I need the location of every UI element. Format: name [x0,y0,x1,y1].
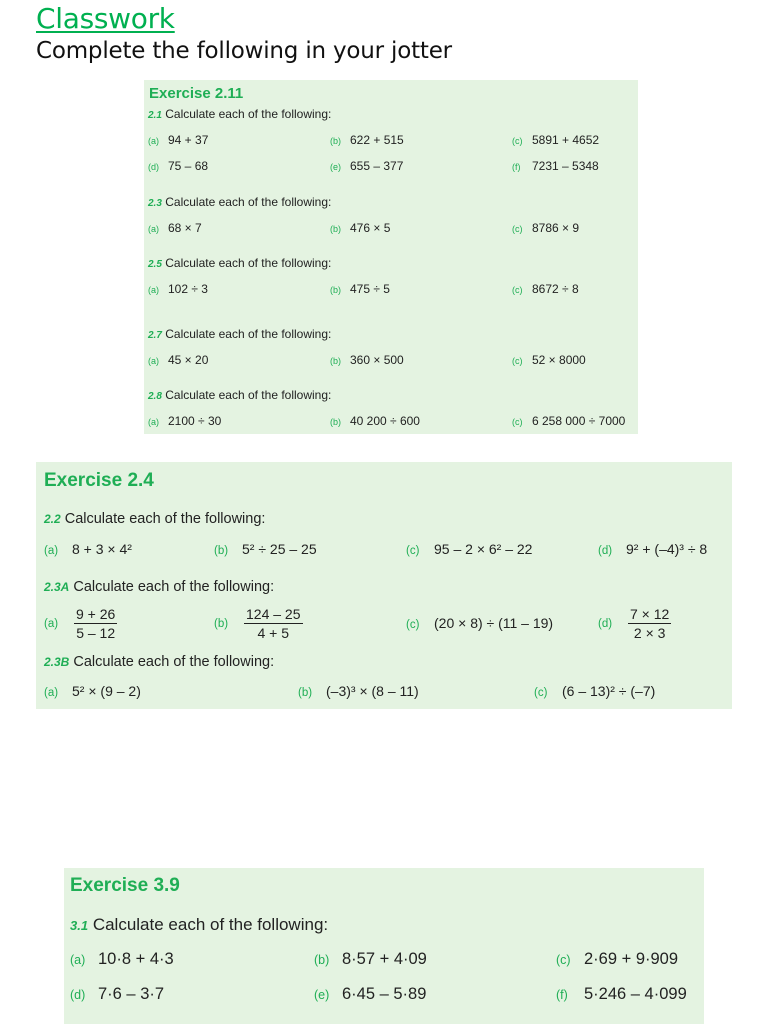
problem-item [314,950,427,969]
item-label: (e) [314,988,330,1002]
problem-item [214,541,317,557]
exercise-title: Exercise 3.9 [70,875,180,896]
item-expression: 7·6 – 3·7 [98,985,165,1003]
item-label: (e) [330,162,341,172]
item-expression: 52 × 8000 [532,353,586,367]
problem-item [512,414,625,428]
problem-item [330,221,390,235]
question-prompt [44,654,274,670]
question-text: Calculate each of the following: [165,195,332,209]
problem-item [148,133,208,147]
question-text: Calculate each of the following: [165,327,332,341]
item-label: (c) [406,619,420,631]
item-label: (c) [512,136,523,146]
item-label: (c) [512,285,523,295]
item-expression: 68 × 7 [168,221,202,235]
item-expression: 10·8 + 4·3 [98,950,174,968]
problem-item [44,541,132,557]
item-expression: 360 × 500 [350,353,404,367]
question-prompt [148,388,331,402]
item-expression: 9² + (–4)³ ÷ 8 [626,541,708,557]
question-number: 2.1 [148,110,162,121]
item-label: (b) [330,417,341,427]
question-prompt [148,256,331,270]
problem-item [598,541,707,557]
item-label: (b) [214,545,229,557]
fraction [74,606,117,641]
item-expression: (20 × 8) ÷ (11 – 19) [434,615,554,631]
problem-item [406,615,553,631]
item-label: (b) [314,953,330,967]
question-text: Calculate each of the following: [73,579,275,595]
problem-item [148,221,202,235]
question-prompt [44,511,265,527]
item-expression: 622 + 515 [350,133,404,147]
question-number: 2.3B [44,655,70,669]
problem-item [534,683,655,699]
fraction-denominator: 5 – 12 [76,625,116,641]
item-label: (a) [148,224,159,234]
item-expression: 6·45 – 5·89 [342,985,427,1003]
problem-item [44,683,141,699]
problem-item [44,606,117,641]
problem-item [512,282,579,296]
item-expression: 45 × 20 [168,353,209,367]
fraction [244,606,303,641]
item-expression: (–3)³ × (8 – 11) [326,683,419,699]
item-label: (d) [148,162,159,172]
item-expression: 2100 ÷ 30 [168,414,222,428]
item-label: (b) [330,224,341,234]
problem-item [406,541,532,557]
item-expression: 6 258 000 ÷ 7000 [532,414,626,428]
item-expression: 8786 × 9 [532,221,580,235]
fraction-numerator: 9 + 26 [76,606,116,622]
exercise-title: Exercise 2.4 [44,470,154,491]
item-label: (a) [148,356,159,366]
problem-item [314,985,426,1004]
question-text: Calculate each of the following: [165,388,332,402]
problem-item [330,353,404,367]
question-text: Calculate each of the following: [64,511,266,527]
item-label: (a) [44,545,59,557]
problem-item [298,683,419,699]
item-label: (c) [512,356,523,366]
item-expression: 5² × (9 – 2) [72,683,141,699]
question-prompt [148,107,331,121]
item-label: (b) [298,687,313,699]
item-label: (c) [534,687,548,699]
fraction-denominator: 4 + 5 [257,625,290,641]
exercise-title: Exercise 2.11 [149,85,244,102]
problem-item [330,282,390,296]
fraction-denominator: 2 × 3 [633,625,666,641]
item-label: (c) [556,953,571,967]
question-prompt [44,579,274,595]
item-expression: 655 – 377 [350,159,404,173]
item-expression: 102 ÷ 3 [168,282,208,296]
item-expression: 475 ÷ 5 [350,282,390,296]
item-expression: 94 + 37 [168,133,209,147]
item-expression: 476 × 5 [350,221,391,235]
problem-item [556,950,678,969]
exercise-2-11-panel [144,80,638,434]
item-expression: 95 – 2 × 6² – 22 [434,541,533,557]
item-label: (a) [44,687,59,699]
item-label: (d) [70,988,86,1002]
problem-item [512,221,579,235]
item-label: (b) [330,136,341,146]
item-label: (b) [330,285,341,295]
question-number: 2.2 [44,512,61,526]
problem-item [148,353,208,367]
item-expression: 2·69 + 9·909 [584,950,679,968]
item-label: (f) [556,988,568,1002]
problem-item [598,606,671,641]
fraction [628,606,671,641]
item-label: (c) [406,545,420,557]
problem-item [148,159,208,173]
item-label: (f) [512,162,521,172]
item-expression: 75 – 68 [168,159,209,173]
question-number: 2.3A [44,580,70,594]
item-expression: 7231 – 5348 [532,159,599,173]
item-label: (d) [598,618,613,631]
problem-item [512,159,599,173]
question-prompt [148,195,331,209]
item-label: (a) [148,136,159,146]
exercise-2-4-panel [36,462,732,709]
problem-item [148,414,221,428]
item-expression: 5891 + 4652 [532,133,600,147]
question-prompt [148,327,331,341]
item-expression: 8672 ÷ 8 [532,282,579,296]
question-text: Calculate each of the following: [165,107,332,121]
item-label: (b) [214,618,229,631]
item-expression: 8 + 3 × 4² [72,541,132,557]
question-number: 2.5 [148,259,162,270]
item-label: (d) [598,545,613,557]
fraction-numerator: 124 – 25 [246,606,301,622]
problem-item [70,950,174,969]
item-expression: 8·57 + 4·09 [342,950,427,968]
question-number: 2.7 [148,330,162,341]
problem-item [70,985,164,1004]
problem-item [330,133,404,147]
fraction-numerator: 7 × 12 [630,606,670,622]
item-label: (c) [512,417,523,427]
question-prompt [70,915,328,935]
item-expression: 40 200 ÷ 600 [350,414,420,428]
item-expression: 5·246 – 4·099 [584,985,687,1003]
problem-item [512,353,586,367]
question-text: Calculate each of the following: [92,915,329,934]
page-title: Classwork [36,2,175,35]
item-label: (c) [512,224,523,234]
page-subtitle: Complete the following in your jotter [36,38,452,64]
problem-item [512,133,599,147]
problem-item [556,985,687,1004]
problem-item [148,282,208,296]
question-text: Calculate each of the following: [73,654,275,670]
question-text: Calculate each of the following: [165,256,332,270]
exercise-3-9-panel [64,868,704,1024]
problem-item [330,414,420,428]
problem-item [330,159,403,173]
item-label: (a) [148,417,159,427]
item-label: (a) [70,953,86,967]
question-number: 2.8 [148,391,162,402]
item-expression: (6 – 13)² ÷ (–7) [562,683,656,699]
item-expression: 5² ÷ 25 – 25 [242,541,317,557]
item-label: (a) [148,285,159,295]
question-number: 2.3 [148,198,162,209]
question-number: 3.1 [70,918,89,933]
item-label: (a) [44,618,59,631]
item-label: (b) [330,356,341,366]
problem-item [214,606,303,641]
